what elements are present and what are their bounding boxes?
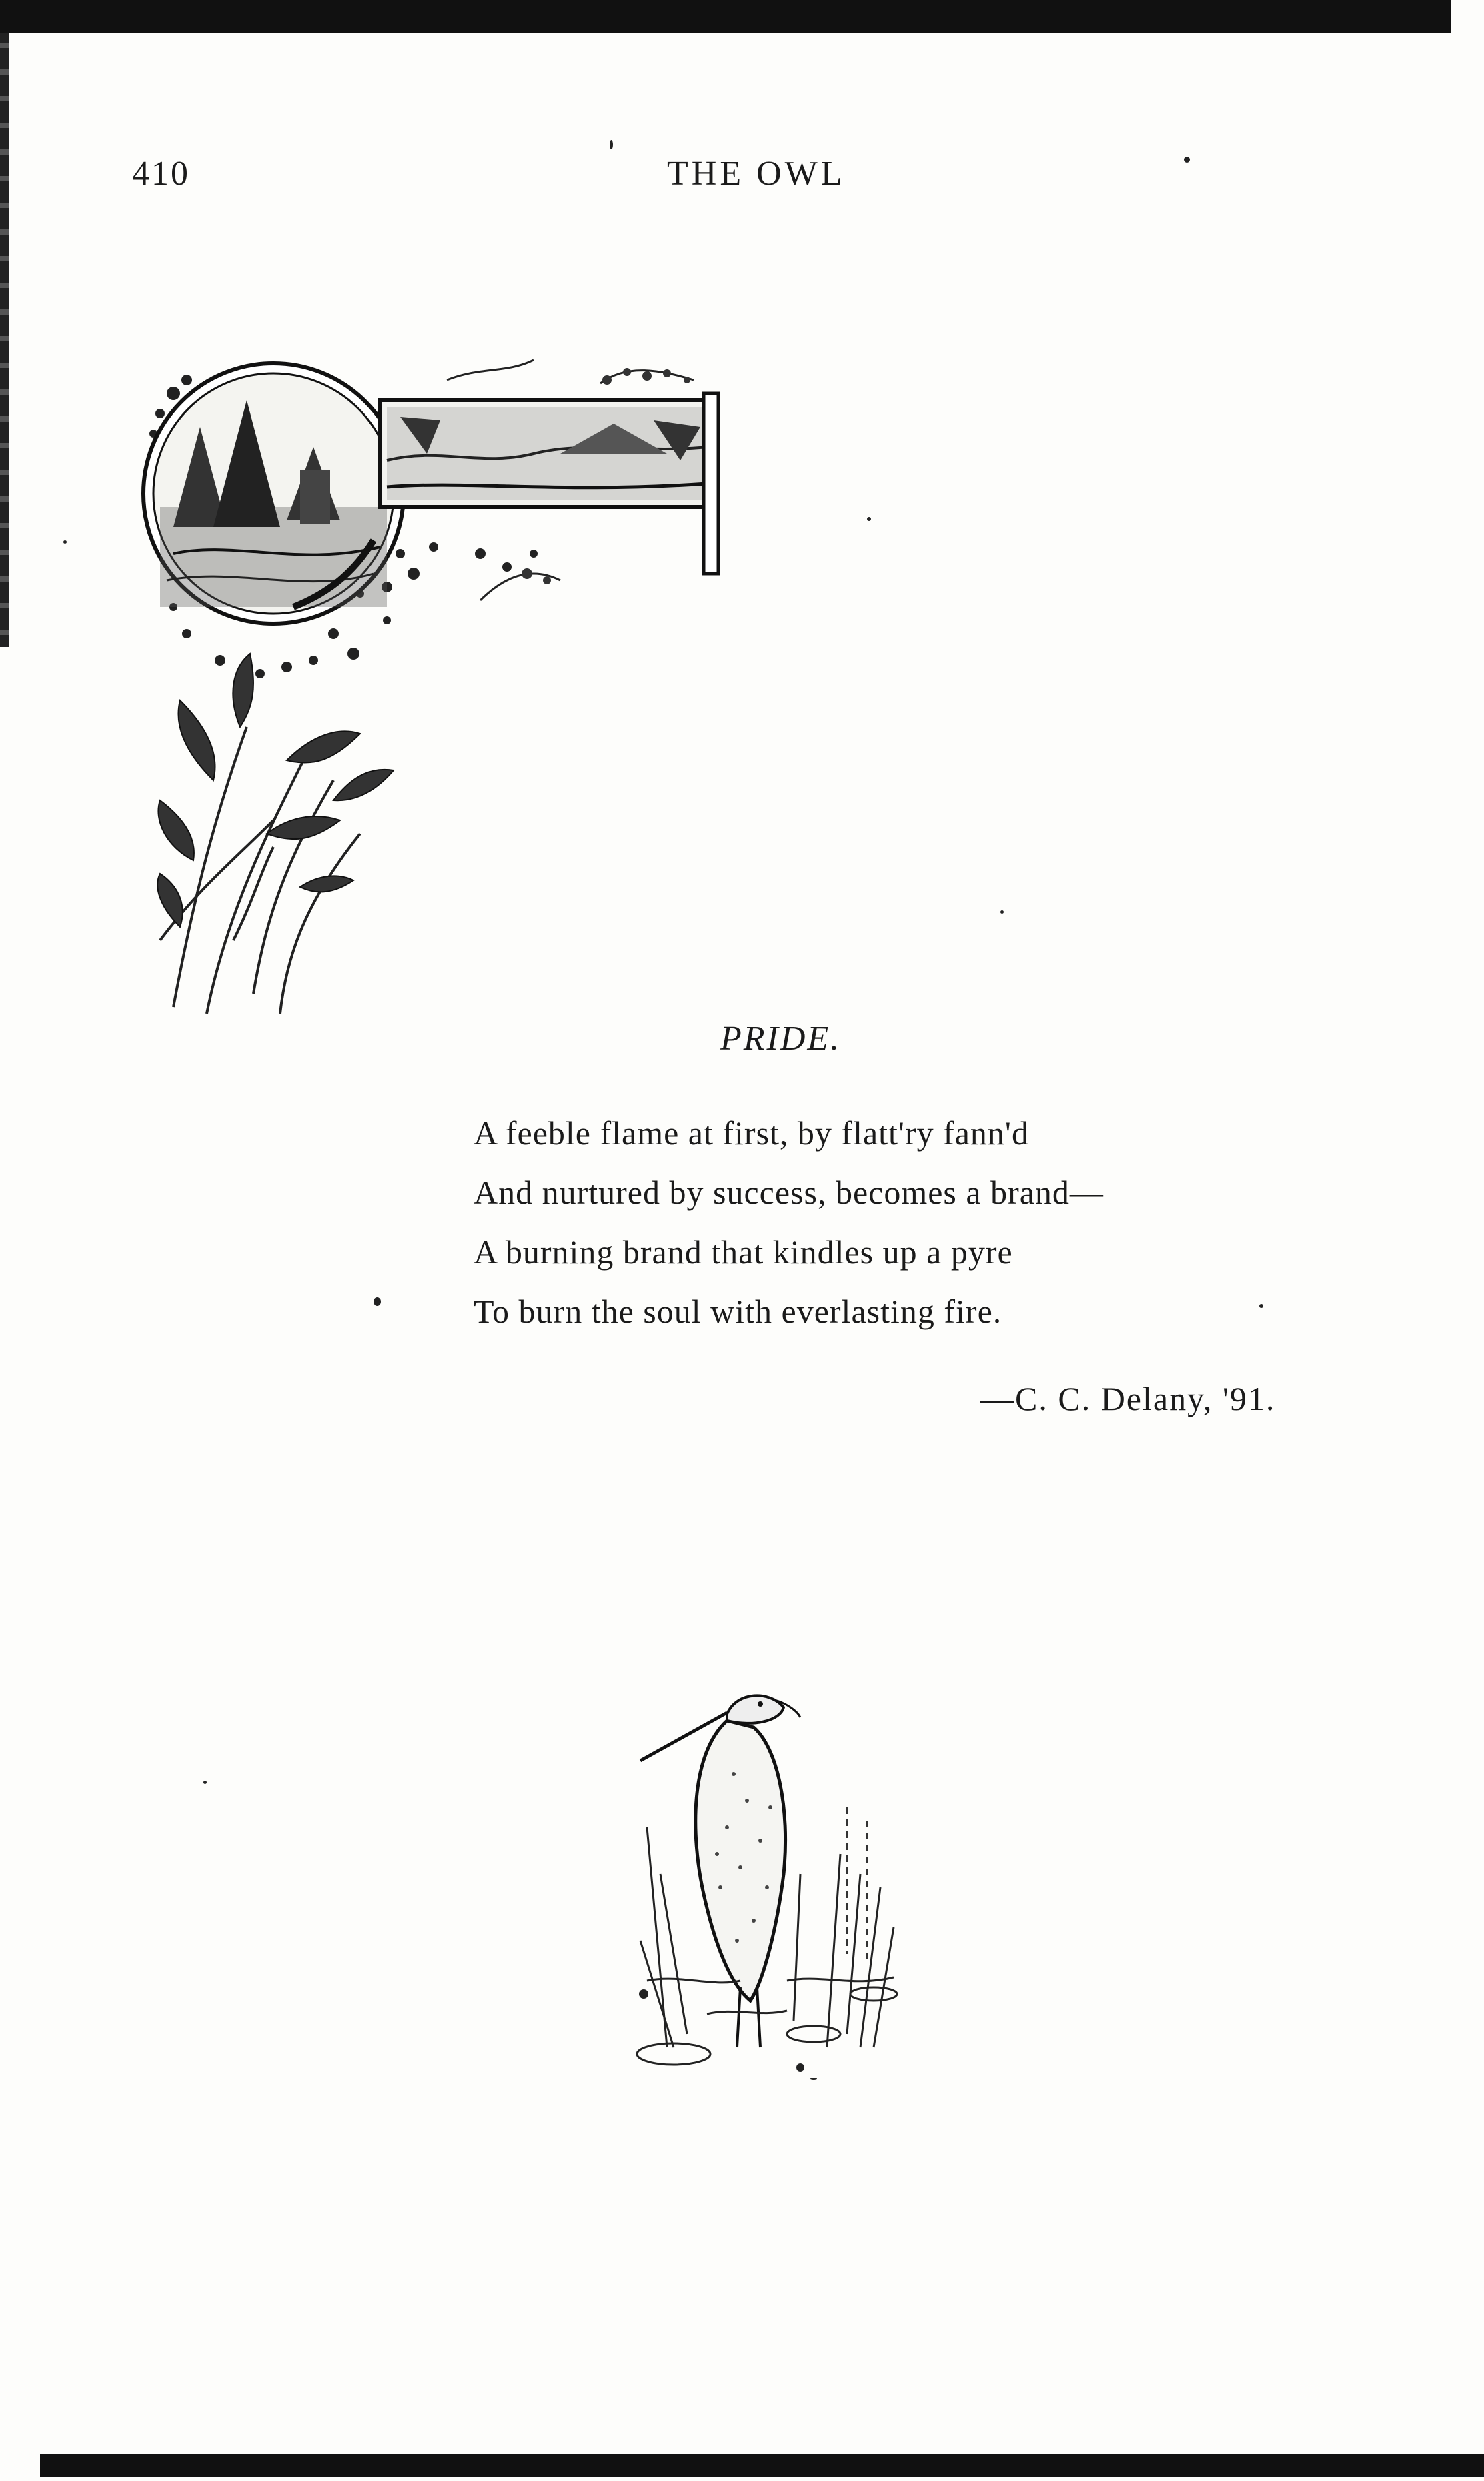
scan-speck	[63, 540, 67, 544]
page-number: 410	[132, 155, 190, 193]
running-head: THE OWL	[667, 155, 846, 193]
poem-attribution: —C. C. Delany, '91.	[980, 1380, 1276, 1417]
heron-tailpiece-illustration	[627, 1674, 920, 2088]
poem-title: PRIDE.	[720, 1020, 842, 1058]
scan-speck	[203, 1781, 207, 1784]
scan-speck	[610, 140, 613, 149]
scan-border-left	[0, 33, 9, 647]
scan-speck	[1000, 910, 1004, 914]
poem-line: And nurtured by success, becomes a brand—	[474, 1174, 1104, 1211]
poem-line: A burning brand that kindles up a pyre	[474, 1233, 1013, 1271]
scan-speck	[1184, 157, 1190, 163]
poem-line: To burn the soul with everlasting fire.	[474, 1293, 1002, 1330]
poem-body	[474, 1104, 1104, 1341]
scan-speck	[1259, 1304, 1263, 1308]
poem-line: A feeble flame at first, by flatt'ry fann'd	[474, 1114, 1029, 1152]
scan-speck	[867, 517, 871, 521]
floral-ornament-illustration	[133, 353, 800, 1020]
scan-border-top	[0, 0, 1451, 33]
scan-speck	[810, 2078, 817, 2080]
scan-border-bottom	[40, 2454, 1484, 2477]
scan-speck	[374, 1297, 381, 1306]
